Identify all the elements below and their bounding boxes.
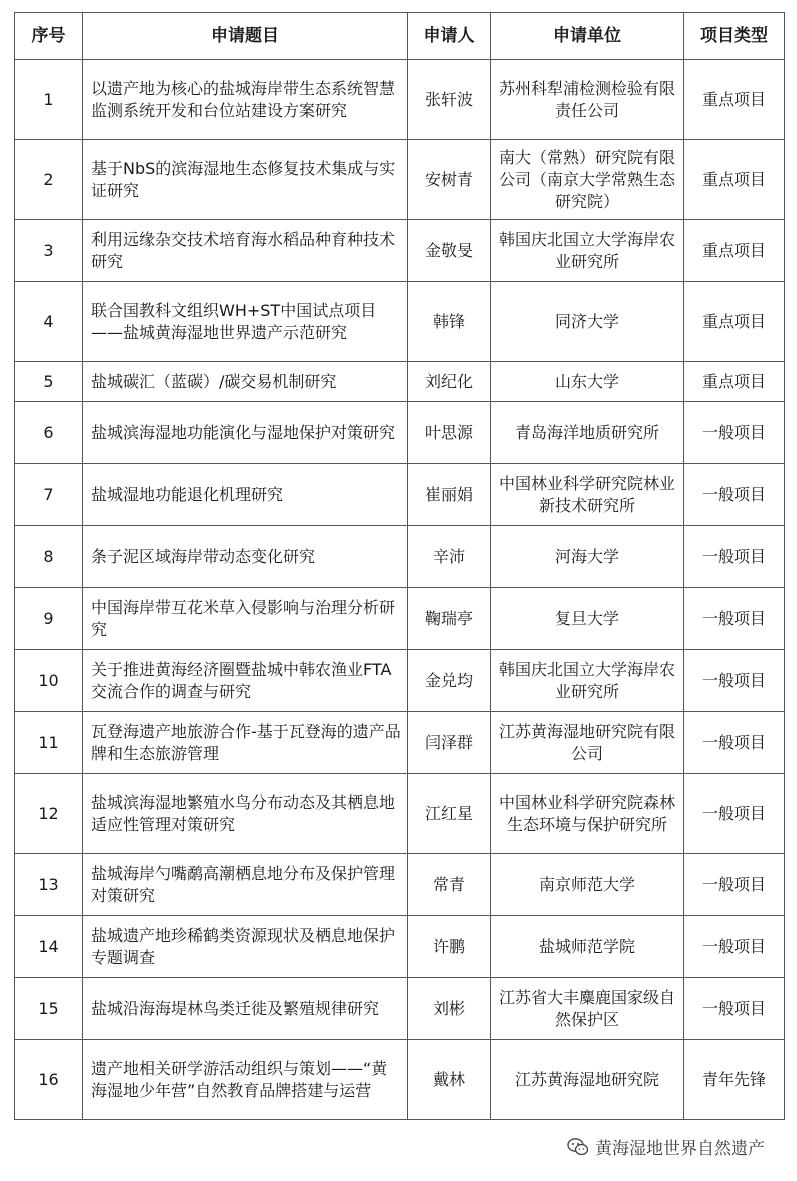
cell-applicant: 鞠瑞亭 <box>408 588 491 650</box>
cell-no: 16 <box>15 1040 83 1120</box>
cell-unit: 河海大学 <box>491 526 684 588</box>
cell-type: 一般项目 <box>684 402 785 464</box>
cell-no: 8 <box>15 526 83 588</box>
cell-type: 一般项目 <box>684 774 785 854</box>
cell-no: 9 <box>15 588 83 650</box>
cell-title: 基于NbS的滨海湿地生态修复技术集成与实证研究 <box>83 140 408 220</box>
cell-unit: 韩国庆北国立大学海岸农业研究所 <box>491 650 684 712</box>
table-row <box>15 588 785 650</box>
cell-unit: 复旦大学 <box>491 588 684 650</box>
header-title: 申请题目 <box>83 13 408 60</box>
cell-applicant: 常青 <box>408 854 491 916</box>
cell-no: 11 <box>15 712 83 774</box>
cell-no: 13 <box>15 854 83 916</box>
cell-applicant: 安树青 <box>408 140 491 220</box>
cell-title: 关于推进黄海经济圈暨盐城中韩农渔业FTA交流合作的调查与研究 <box>83 650 408 712</box>
table-row <box>15 774 785 854</box>
table-body <box>15 60 785 1120</box>
cell-no: 1 <box>15 60 83 140</box>
cell-type: 重点项目 <box>684 362 785 402</box>
cell-title: 联合国教科文组织WH+ST中国试点项目——盐城黄海湿地世界遗产示范研究 <box>83 282 408 362</box>
cell-applicant: 张轩波 <box>408 60 491 140</box>
cell-no: 12 <box>15 774 83 854</box>
cell-title: 盐城湿地功能退化机理研究 <box>83 464 408 526</box>
cell-unit: 南大（常熟）研究院有限公司（南京大学常熟生态研究院） <box>491 140 684 220</box>
cell-title: 盐城碳汇（蓝碳）/碳交易机制研究 <box>83 362 408 402</box>
watermark-text: 黄海湿地世界自然遗产 <box>595 1139 765 1159</box>
cell-title: 中国海岸带互花米草入侵影响与治理分析研究 <box>83 588 408 650</box>
cell-type: 重点项目 <box>684 220 785 282</box>
cell-type: 一般项目 <box>684 854 785 916</box>
cell-unit: 中国林业科学研究院森林生态环境与保护研究所 <box>491 774 684 854</box>
cell-title: 遗产地相关研学游活动组织与策划——“黄海湿地少年营”自然教育品牌搭建与运营 <box>83 1040 408 1120</box>
cell-title: 盐城滨海湿地功能演化与湿地保护对策研究 <box>83 402 408 464</box>
cell-type: 一般项目 <box>684 916 785 978</box>
cell-unit: 山东大学 <box>491 362 684 402</box>
table-row <box>15 402 785 464</box>
cell-unit: 江苏黄海湿地研究院 <box>491 1040 684 1120</box>
header-type: 项目类型 <box>684 13 785 60</box>
cell-type: 青年先锋 <box>684 1040 785 1120</box>
cell-unit: 江苏省大丰麋鹿国家级自然保护区 <box>491 978 684 1040</box>
cell-no: 10 <box>15 650 83 712</box>
cell-no: 2 <box>15 140 83 220</box>
table-row <box>15 650 785 712</box>
cell-unit: 同济大学 <box>491 282 684 362</box>
table-row <box>15 1040 785 1120</box>
cell-unit: 韩国庆北国立大学海岸农业研究所 <box>491 220 684 282</box>
table-header <box>15 13 785 60</box>
cell-applicant: 许鹏 <box>408 916 491 978</box>
cell-no: 4 <box>15 282 83 362</box>
cell-no: 6 <box>15 402 83 464</box>
cell-unit: 中国林业科学研究院林业新技术研究所 <box>491 464 684 526</box>
table-row <box>15 60 785 140</box>
cell-type: 一般项目 <box>684 712 785 774</box>
cell-applicant: 刘彬 <box>408 978 491 1040</box>
wechat-icon <box>567 1137 589 1157</box>
cell-no: 5 <box>15 362 83 402</box>
cell-type: 重点项目 <box>684 60 785 140</box>
cell-title: 以遗产地为核心的盐城海岸带生态系统智慧监测系统开发和台位站建设方案研究 <box>83 60 408 140</box>
table-row <box>15 362 785 402</box>
cell-type: 重点项目 <box>684 282 785 362</box>
table-row <box>15 140 785 220</box>
project-table <box>14 12 785 1120</box>
table-row <box>15 526 785 588</box>
cell-type: 一般项目 <box>684 464 785 526</box>
table-row <box>15 464 785 526</box>
cell-applicant: 刘纪化 <box>408 362 491 402</box>
cell-type: 重点项目 <box>684 140 785 220</box>
table-row <box>15 282 785 362</box>
cell-applicant: 崔丽娟 <box>408 464 491 526</box>
table-row <box>15 854 785 916</box>
cell-unit: 苏州科犁浦检测检验有限责任公司 <box>491 60 684 140</box>
cell-applicant: 金敬旻 <box>408 220 491 282</box>
cell-unit: 盐城师范学院 <box>491 916 684 978</box>
cell-type: 一般项目 <box>684 588 785 650</box>
table-row <box>15 712 785 774</box>
cell-title: 瓦登海遗产地旅游合作-基于瓦登海的遗产品牌和生态旅游管理 <box>83 712 408 774</box>
cell-unit: 青岛海洋地质研究所 <box>491 402 684 464</box>
table-row <box>15 916 785 978</box>
cell-title: 条子泥区域海岸带动态变化研究 <box>83 526 408 588</box>
cell-no: 14 <box>15 916 83 978</box>
cell-unit: 江苏黄海湿地研究院有限公司 <box>491 712 684 774</box>
cell-applicant: 闫泽群 <box>408 712 491 774</box>
cell-no: 15 <box>15 978 83 1040</box>
cell-type: 一般项目 <box>684 650 785 712</box>
cell-title: 利用远缘杂交技术培育海水稻品种育种技术研究 <box>83 220 408 282</box>
header-unit: 申请单位 <box>491 13 684 60</box>
cell-applicant: 江红星 <box>408 774 491 854</box>
cell-title: 盐城沿海海堤林鸟类迁徙及繁殖规律研究 <box>83 978 408 1040</box>
cell-no: 3 <box>15 220 83 282</box>
cell-type: 一般项目 <box>684 978 785 1040</box>
table-row <box>15 978 785 1040</box>
table-row <box>15 220 785 282</box>
cell-unit: 南京师范大学 <box>491 854 684 916</box>
cell-applicant: 金兑均 <box>408 650 491 712</box>
cell-applicant: 叶思源 <box>408 402 491 464</box>
header-no: 序号 <box>15 13 83 60</box>
cell-title: 盐城遗产地珍稀鹤类资源现状及栖息地保护专题调查 <box>83 916 408 978</box>
cell-title: 盐城海岸勺嘴鹬高潮栖息地分布及保护管理对策研究 <box>83 854 408 916</box>
header-row <box>15 13 785 60</box>
cell-applicant: 戴林 <box>408 1040 491 1120</box>
cell-applicant: 辛沛 <box>408 526 491 588</box>
cell-applicant: 韩锋 <box>408 282 491 362</box>
watermark <box>565 1134 767 1159</box>
header-applicant: 申请人 <box>408 13 491 60</box>
cell-title: 盐城滨海湿地繁殖水鸟分布动态及其栖息地适应性管理对策研究 <box>83 774 408 854</box>
cell-type: 一般项目 <box>684 526 785 588</box>
cell-no: 7 <box>15 464 83 526</box>
